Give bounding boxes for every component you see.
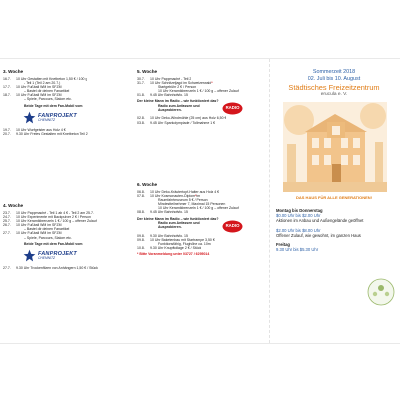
- hours-heading: Freitag: [276, 242, 290, 248]
- event-detail: Funktionsfähig, Flughöhe ca. 10m: [158, 241, 211, 246]
- week-title: 3. Woche: [3, 69, 24, 74]
- radio-block: [137, 217, 264, 234]
- cover-claim: DAS HAUS FÜR ALLE GENERATIONEN!: [296, 195, 372, 200]
- event-text: 9.45 Uhr Bahnhofsfo. 15: [150, 210, 188, 215]
- logo-main-text: FANPROJEKT: [38, 250, 77, 257]
- registration-star-icon: *: [211, 81, 213, 86]
- radio-question: Der kleine Mann im Radio – wie funktioniert das?: [137, 216, 219, 221]
- registration-star-icon: *: [195, 194, 197, 199]
- event-date: 08.8.: [137, 210, 145, 215]
- logo-main-text: FANPROJEKT: [38, 112, 77, 119]
- column-cover: [269, 59, 397, 343]
- event-date: 26.7.: [3, 223, 11, 228]
- event-row: [3, 132, 130, 136]
- event-text: 10 Uhr Pappmaché - Teil 2: [150, 77, 192, 81]
- event-detail: – Spiele, Parcours, Slalom etc.: [24, 97, 72, 102]
- event-date: 23.7.: [3, 211, 11, 215]
- event-detail: – Spiele, Parcours, Slalom etc.: [24, 235, 72, 240]
- opening-hours: [276, 208, 394, 252]
- cover-title-block: [270, 69, 398, 99]
- radio-question: Der kleine Mann im Radio – wie funktioniert das?: [137, 99, 219, 104]
- star-icon: [23, 249, 36, 262]
- event-text: 10 Uhr Schnitzeljagd im Schweizerwald: [150, 81, 212, 86]
- star-icon: [23, 111, 36, 124]
- event-detail: – Bastel dir deinen Fanartikel: [24, 89, 70, 94]
- radio-logo-text: RADIO: [225, 222, 240, 228]
- radio-line: Radio zum Anfassen und: [158, 220, 200, 225]
- logo-sub-text: CHEMNITZ: [38, 255, 56, 260]
- event-date: 19.7.: [3, 127, 11, 132]
- event-text: 10 Uhr Fußball WM im SFZM: [16, 93, 62, 98]
- event-text: 10 Uhr Deko-Kräutertopf-Halter aus Holz 4 €: [150, 190, 220, 194]
- week-3: [3, 69, 130, 136]
- event-text: 9.30 Uhr Trockenfilzen von Anhängern 1,50 € / Stück: [16, 265, 98, 270]
- event-date: 01.8.: [137, 93, 145, 98]
- event-text: 10 Uhr Experimente mit Backpulver 2 € / Person: [16, 215, 91, 220]
- event-detail: Startgebühr 2 € / Person: [158, 85, 197, 90]
- event-text-extra: im: [196, 194, 201, 199]
- fanmobil-note: Beide Tage mit dem Fan-Mobil vom: [24, 103, 83, 108]
- cover-dates: 02. Juli bis 10. August: [307, 76, 361, 82]
- week-4: [3, 203, 130, 270]
- hours-line: $2.00 Uhr bis $8.00 Uhr: [276, 227, 321, 233]
- event-row: [137, 121, 264, 125]
- event-text: 10 Uhr Gestalten mit Knetbeton 1,50 € / 100 g: [16, 77, 88, 81]
- logo-sub-text: CHEMNITZ: [38, 117, 56, 122]
- event-row: [3, 266, 130, 270]
- radio-line: Ausprobieren.: [158, 107, 182, 112]
- week-title: 6. Woche: [137, 182, 158, 187]
- event-date: 09.8.: [137, 237, 145, 242]
- event-detail: Mindestteilnehmer 7, Maximal 15 Personen: [158, 202, 226, 207]
- event-date: 27.7.: [3, 265, 11, 270]
- event-detail: 10 Uhr Keramikbrenzeln 1 € / 100 g – offener Zulauf: [158, 89, 239, 94]
- week-title: 5. Woche: [137, 69, 158, 74]
- week-5: [137, 69, 264, 125]
- event-date: 09.8.: [137, 233, 145, 238]
- cover-org: erucula e. V.: [320, 92, 348, 97]
- event-detail: 10 Uhr Keramikbrenzeln 1 € / 100 g – offener Zulauf: [158, 206, 239, 211]
- event-detail: – Bastel dir deinen Fanartikel: [24, 227, 70, 232]
- event-text: 10 Uhr Fußball WM im SFZM: [16, 231, 62, 236]
- hours-line: Aktionen im Anbau und Außengelände geöffnet: [276, 218, 364, 224]
- event-date: 24.7.: [3, 215, 11, 220]
- building-illustration: [283, 102, 387, 192]
- cover-title: Sommerzeit 2018: [312, 69, 356, 75]
- radio-line: Radio zum Anfassen und: [158, 103, 200, 108]
- fanprojekt-logo: [23, 111, 130, 125]
- radio-line: Ausprobieren.: [158, 224, 182, 229]
- event-text: 9.45 Uhr Bahnhofsfo. 15: [150, 93, 188, 98]
- event-date: 07.8.: [137, 194, 145, 199]
- event-text: 9.30 Uhr Freies Gestalten mit Knetbeton Teil 2: [16, 131, 88, 136]
- event-date: 25.7.: [3, 219, 11, 224]
- column-left: [3, 59, 130, 343]
- event-date: 06.8.: [137, 190, 145, 194]
- radio-logo: [222, 102, 243, 115]
- event-date: 10.8.: [137, 245, 145, 250]
- event-text: 10 Uhr Pappmaché - Teil 1 ab 4 € - Teil 2 am 25.7.: [16, 211, 94, 215]
- event-date: 02.8.: [137, 116, 145, 121]
- registration-footnote: * Bitte Voranmeldung unter 03727 / 6295014: [137, 251, 210, 256]
- event-text: 10 Uhr Keramikbrenzeln 1 € / 100 g – offener Zulauf: [16, 219, 97, 224]
- hours-line: 9.30 Uhr bis $5.30 Uhr: [276, 247, 319, 253]
- event-date: 17.7.: [3, 85, 11, 90]
- event-text: 10 Uhr Wurfgeister aus Holz 4 €: [16, 127, 66, 132]
- event-text: 9.45 Uhr Sparkolympiade / Tollmahme 1 €: [150, 120, 216, 125]
- event-date: 31.7.: [137, 81, 145, 86]
- event-text: 9.30 Uhr Bahnhofsfo. 15: [150, 233, 188, 238]
- event-date: 20.7.: [3, 131, 11, 136]
- event-text: 10 Uhr Kosmonauten-Diplom: [150, 194, 196, 199]
- event-text: 10 Uhr Deko-Windmühle (25 cm) aus Holz 6,50 €: [150, 116, 227, 121]
- hours-heading: Montag bis Donnerstag: [276, 208, 323, 213]
- hours-line: $0.00 Uhr bis $2.00 Uhr: [276, 213, 321, 219]
- event-text: 10 Uhr Fußball WM im SFZM: [16, 85, 62, 90]
- event-text: 10 Uhr Baketenbau mit Startrampe 3,50 €: [150, 237, 215, 242]
- radio-logo: [222, 220, 243, 233]
- fanprojekt-logo: [23, 249, 130, 263]
- event-detail: Raumfahrtmuseum 5 € / Person: [158, 198, 208, 203]
- event-date: 30.7.: [137, 77, 145, 81]
- event-detail: - Teil 1 (Teil 2 am 20.7.): [24, 81, 61, 86]
- column-middle: [137, 59, 264, 343]
- stamp-logo: [366, 277, 396, 307]
- event-date: 16.7.: [3, 77, 11, 81]
- cover-venue: Städtisches Freizeitzentrum: [288, 83, 380, 92]
- event-text: 10 Uhr Fußball WM im SFZM: [16, 223, 62, 228]
- radio-logo-text: RADIO: [225, 105, 240, 111]
- event-text: 9.30 Uhr Knupftollage 2 € / Stück: [150, 245, 202, 250]
- event-date: 18.7.: [3, 93, 11, 98]
- week-title: 4. Woche: [3, 203, 24, 208]
- event-date: 27.7.: [3, 231, 11, 236]
- fanmobil-note: Beide Tage mit dem Fan-Mobil vom: [24, 241, 83, 246]
- radio-block: [137, 99, 264, 116]
- week-6: [137, 182, 264, 256]
- event-date: 03.8.: [137, 120, 145, 125]
- hours-line: Offener Zulauf, wie gewohnt, im ganzen Haus: [276, 232, 361, 238]
- flyer-sheet: [0, 58, 400, 344]
